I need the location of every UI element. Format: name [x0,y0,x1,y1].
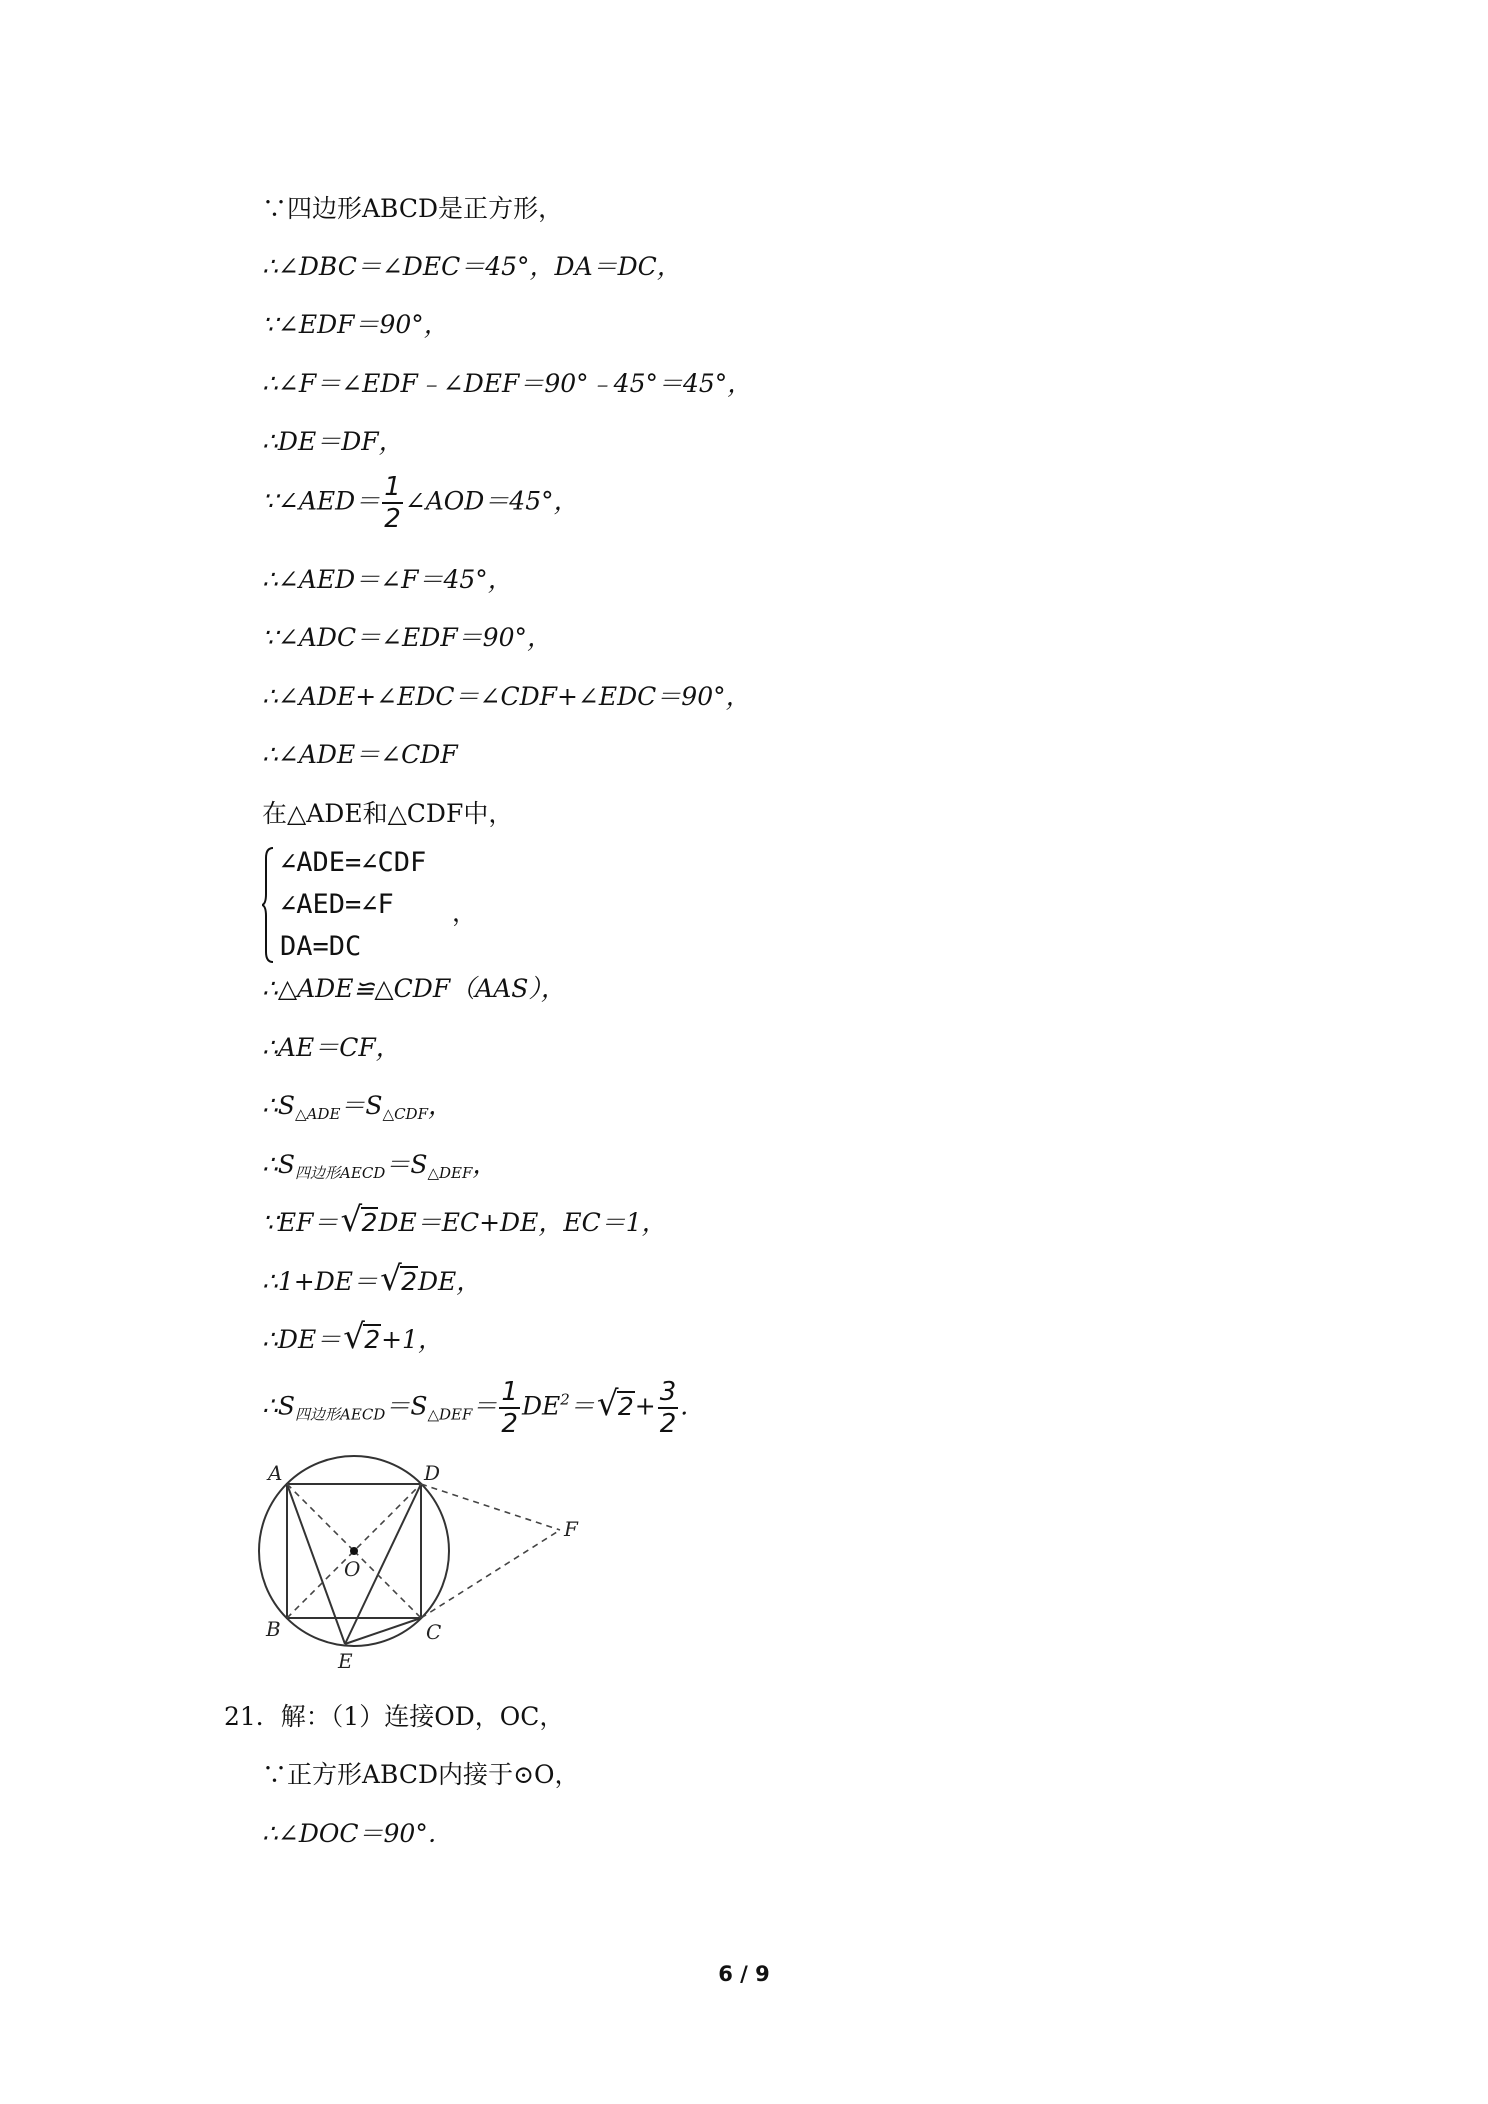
solution-line: ∴∠F＝∠EDF﹣∠DEF＝90°﹣45°＝45°， [262,369,753,398]
punctuation: . [680,1391,689,1421]
area-symbol: ∴S [262,1091,296,1120]
radical-sign-icon: √ [380,1259,402,1299]
radicand: 2 [364,1325,381,1354]
solution-line: 在△ADE和△CDF中， [262,799,514,828]
solution-line: ∴∠DOC＝90°． [262,1819,453,1848]
solution-line [262,1379,688,1437]
solution-line [262,1200,667,1240]
solution-line: ∴∠ADE+∠EDC＝∠CDF+∠EDC＝90°， [262,682,751,711]
line-suffix: +1， [381,1325,443,1354]
radicand: 2 [617,1391,634,1421]
equals: ＝ [472,1391,498,1421]
solution-line [262,1148,497,1190]
solution-line: ∴AE＝CF， [262,1033,401,1062]
subscript: 四边形AECD [295,1405,386,1424]
line-suffix: ∠AOD＝45°， [404,486,579,516]
subscript: 四边形AECD [295,1164,386,1182]
fraction-numerator: 1 [501,1377,518,1407]
segment-ao [287,1484,354,1551]
question-21-heading: 21．解：（1）连接OD，OC， [224,1702,565,1731]
subscript: △ADE [295,1105,341,1123]
subscript: △DEF [427,1405,473,1424]
line-prefix: ∴1+DE＝ [262,1267,379,1296]
fraction-denominator: 2 [501,1409,518,1439]
plus: + [634,1391,656,1421]
equals-s: ＝S [385,1150,428,1179]
label-o: O [344,1557,361,1581]
equals-s: ＝S [340,1091,383,1120]
solution-line: ∵四边形ABCD是正方形， [262,194,564,223]
punctuation: ， [428,1091,454,1120]
radicand: 2 [361,1208,378,1237]
system-row: ∠AED=∠F [280,889,394,920]
solution-line: ∴∠DBC＝∠DEC＝45°，DA＝DC， [262,252,682,281]
area-symbol: ∴S [262,1391,296,1421]
segment-ae [287,1484,345,1644]
page-number: 6 / 9 [718,1962,770,1986]
exponent: 2 [560,1390,570,1409]
label-c: C [426,1620,442,1644]
subscript: △CDF [382,1105,428,1123]
fraction [382,474,403,532]
line-prefix: ∴DE＝ [262,1325,342,1354]
solution-line: ∴∠AED＝∠F＝45°， [262,565,513,594]
label-d: D [424,1461,441,1485]
equals: ＝ [569,1391,595,1421]
square-root [596,1383,635,1424]
fraction-numerator: 3 [659,1377,677,1407]
fraction [658,1379,679,1437]
segment-cf [421,1530,560,1618]
square-root [340,1200,379,1240]
square-root [343,1317,381,1357]
area-symbol: ∴S [262,1150,296,1179]
segment-de: DE [521,1391,561,1421]
subscript: △DEF [427,1164,473,1182]
fraction-denominator: 2 [659,1409,677,1439]
system-row: ∠ADE=∠CDF [280,847,427,878]
geometry-diagram [258,1450,598,1670]
solution-line: ∵正方形ABCD内接于⊙O， [262,1760,580,1789]
system-comma: ， [452,898,478,927]
fraction-numerator: 1 [384,472,401,502]
radical-sign-icon: √ [343,1317,365,1357]
solution-line: ∴DE＝DF， [262,427,404,456]
solution-line [262,1089,453,1131]
solution-line: ∴∠ADE＝∠CDF [262,740,458,769]
fraction-denominator: 2 [384,504,401,534]
line-prefix: ∵∠AED＝ [262,486,381,516]
square-root [380,1259,418,1299]
line-suffix: DE＝EC+DE，EC＝1， [378,1208,667,1237]
solution-line: ∵∠ADC＝∠EDF＝90°， [262,623,552,652]
solution-line [262,1259,482,1299]
segment-df [421,1484,560,1530]
label-f: F [564,1517,578,1541]
left-brace-icon [262,846,274,964]
label-a: A [268,1461,283,1485]
radical-sign-icon: √ [340,1200,363,1240]
solution-line: ∴△ADE≌△CDF（AAS）， [262,974,566,1003]
system-row: DA=DC [280,931,362,962]
segment-oc [354,1551,421,1618]
label-b: B [266,1617,281,1641]
solution-line [262,474,579,532]
fraction [499,1379,520,1437]
line-prefix: ∵EF＝ [262,1208,339,1237]
equals-s: ＝S [385,1391,428,1421]
center-point [350,1547,358,1555]
radicand: 2 [401,1267,417,1296]
line-suffix: DE， [417,1267,482,1296]
radical-sign-icon: √ [596,1383,619,1424]
solution-line [262,1317,443,1357]
label-e: E [338,1649,353,1670]
solution-line: ∵∠EDF＝90°， [262,310,449,339]
punctuation: ， [472,1150,498,1179]
